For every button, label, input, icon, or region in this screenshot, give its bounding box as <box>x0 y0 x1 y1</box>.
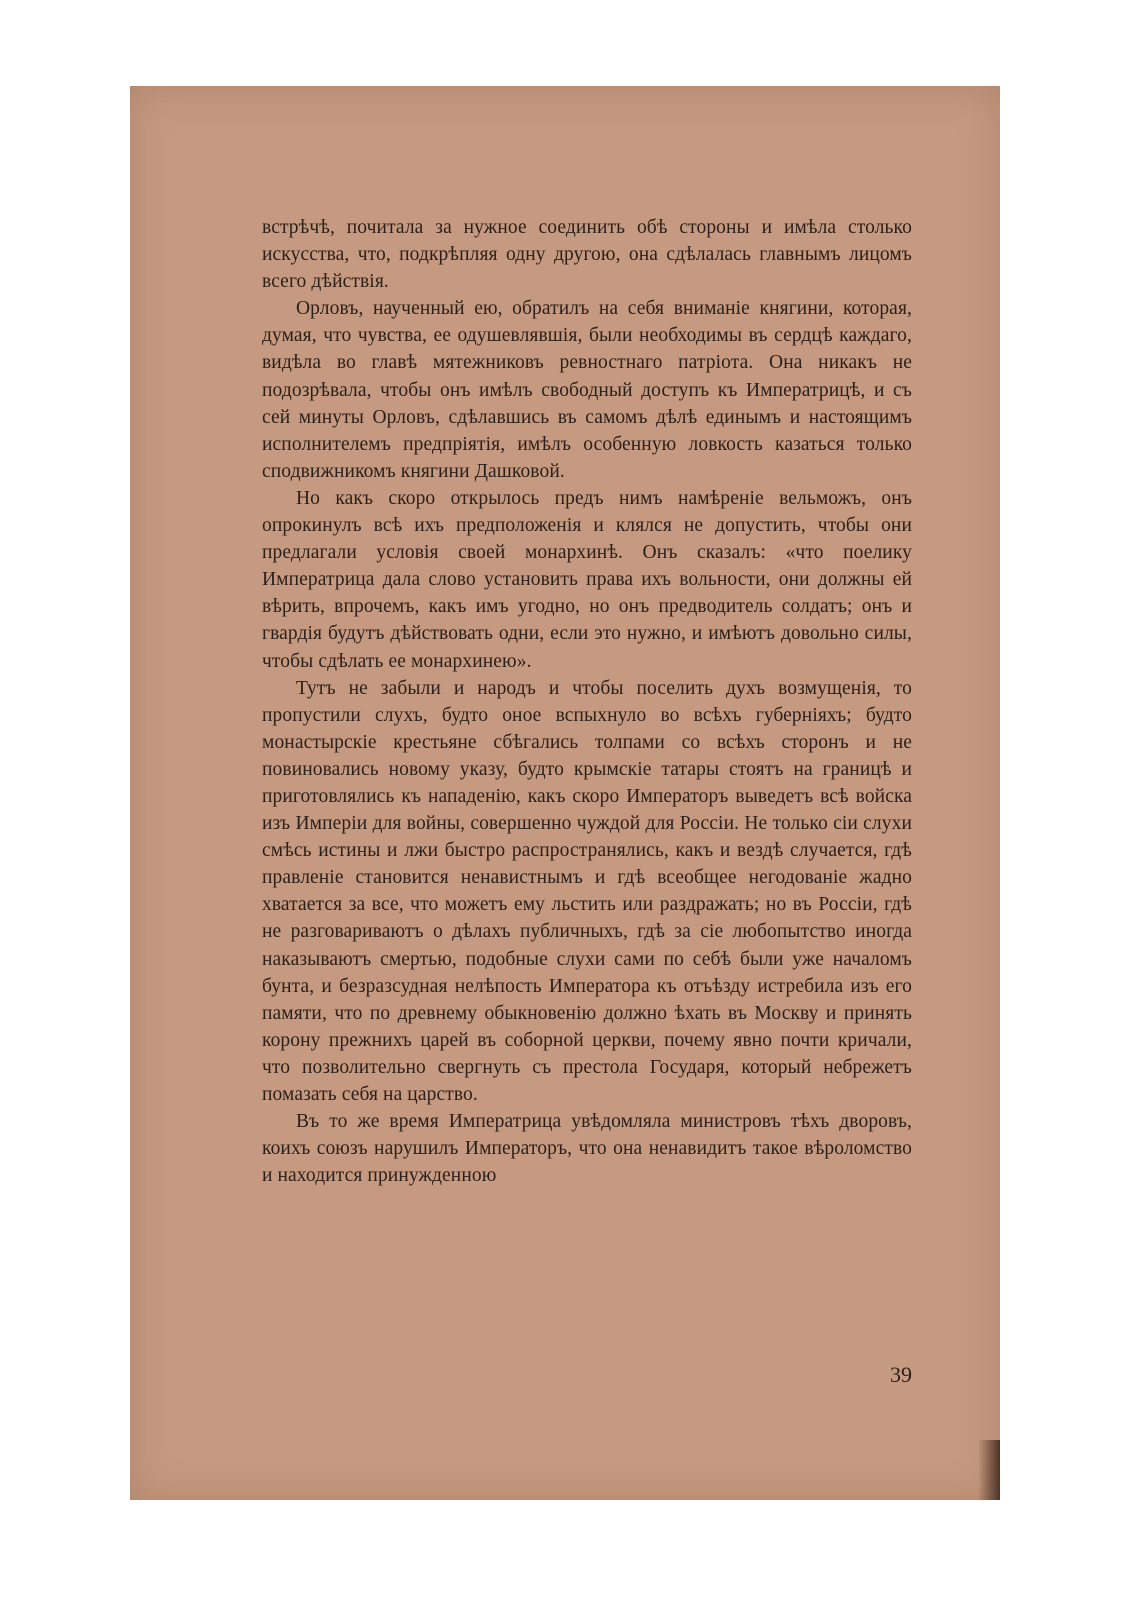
body-text <box>262 214 912 1189</box>
paragraph-1: встрѣчѣ, почитала за нужное соединить обѣ стороны и имѣла столько искусства, что, подкрѣпляя одну другою, она сдѣлалась главнымъ лицомъ всего дѣйствія. <box>262 217 912 293</box>
page-number: 39 <box>890 1362 912 1387</box>
paragraph-4: Тутъ не забыли и народъ и чтобы поселить духъ возмущенія, то пропустили слухъ, будто оное вспыхнуло во всѣхъ губерніяхъ; будто монастырскіе крестьяне сбѣгались толпами со всѣхъ сторонъ и не повиновались новому указу, будто крымскіе татары стоятъ на границѣ и приготовлялись къ нападенію, какъ скоро Императоръ выведетъ всѣ войска изъ Имперіи для войны, совершенно чуждой для Россіи. Не только сіи слухи смѣсь истины и лжи быстро распространялись, какъ и вездѣ случается, гдѣ правленіе становится ненавистнымъ и гдѣ всеобщее негодованіе жадно хватается за все, что можетъ ему льстить или раздражать; но въ Россіи, гдѣ не разговариваютъ о дѣлахъ публичныхъ, гдѣ за сіе любопытство иногда наказываютъ смертью, подобные слухи сами по себѣ были уже началомъ бунта, и безразсудная нелѣпость Императора къ отъѣзду истребила изъ его памяти, что по древнему обыкновенію должно ѣхать въ Москву и принять корону прежнихъ царей въ соборной церкви, почему явно почти кричали, что позволительно свергнуть съ престола Государя, который небрежетъ помазать себя на царство. <box>262 677 912 1105</box>
edge-shadow <box>978 1440 1000 1500</box>
paragraph-3: Но какъ скоро открылось предъ нимъ намѣреніе вельможъ, онъ опрокинулъ всѣ ихъ предположенія и клялся не допустить, чтобы они предлагали условія своей монархинѣ. Онъ сказалъ: «что поелику Императрица дала слово установить права ихъ вольности, они должны ей вѣрить, впрочемъ, какъ имъ угодно, но онъ предводитель солдатъ; онъ и гвардія будутъ дѣйствовать одни, если это нужно, и имѣютъ довольно силы, чтобы сдѣлать ее монархинею». <box>262 487 912 672</box>
paragraph-5: Въ то же время Императрица увѣдомляла министровъ тѣхъ дворовъ, коихъ союзъ нарушилъ Императоръ, что она ненавидитъ такое вѣроломство и находится принужденною <box>262 1111 912 1187</box>
paragraph-2: Орловъ, наученный ею, обратилъ на себя вниманіе княгини, которая, думая, что чувства, ее одушевлявшія, были необходимы въ сердцѣ каждаго, видѣла во главѣ мятежниковъ ревностнаго патріота. Она никакъ не подозрѣвала, чтобы онъ имѣлъ свободный доступъ къ Императрицѣ, и съ сей минуты Орловъ, сдѣлавшись въ самомъ дѣлѣ единымъ и настоящимъ исполнителемъ предпріятія, имѣлъ особенную ловкость казаться только сподвижникомъ княгини Дашковой. <box>262 298 912 482</box>
